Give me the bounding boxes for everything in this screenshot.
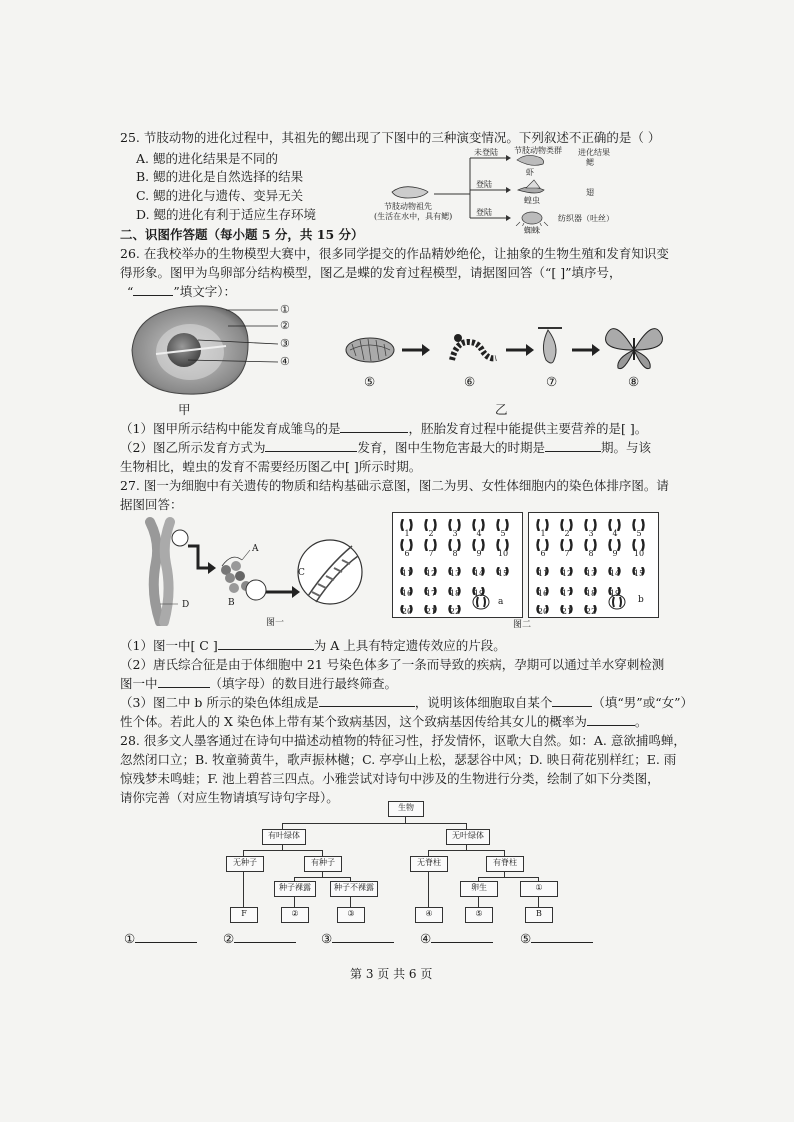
- chromosome-number: 15: [497, 569, 509, 578]
- chromosome-number: 21: [561, 607, 573, 616]
- tree-no-chloroplast: 无叶绿体: [446, 829, 490, 845]
- q25-ancestor: 节肢动物祖先: [384, 202, 432, 211]
- chromosome-pair: [496, 536, 505, 550]
- fill-blank[interactable]: [531, 929, 593, 943]
- tree-leaf-f: F: [230, 907, 258, 923]
- q26-stem-3: “ ”填文字）：: [127, 284, 237, 299]
- fill-blank[interactable]: [431, 929, 493, 943]
- tree-has-seed: 有种子: [304, 856, 342, 872]
- stage-label-6: ⑥: [464, 374, 476, 389]
- q27-sub-3: （3）图二中 b 所示的染色体组成是 ，说明该体细胞取自某个 （填“男”或“女”）: [120, 695, 693, 710]
- q26-sub-2-line-2: 生物相比，蝗虫的发育不需要经历图乙中[ ]所示时期。: [120, 459, 422, 474]
- q25-result-1: 鳃: [586, 158, 594, 167]
- chromosome-number: 7: [564, 549, 570, 558]
- fig1-label-a: A: [252, 544, 259, 554]
- development-stages: [340, 318, 670, 398]
- chromosome-number: 11: [401, 569, 413, 578]
- q25-result-header: 进化结果: [578, 148, 610, 157]
- fig1-label-c: C: [298, 568, 305, 578]
- fill-blank[interactable]: [158, 674, 210, 688]
- chromosome-pair: [584, 516, 593, 530]
- q27-sub-1: （1）图一中[ C ] 为 A 上具有特定遗传效应的片段。: [120, 638, 506, 653]
- chromosome-number: 9: [476, 549, 482, 558]
- section-2-heading: 二、识图作答题（每小题 5 分，共 15 分）: [120, 227, 364, 242]
- q25-result-2: 翅: [586, 188, 594, 197]
- fill-blank[interactable]: [234, 929, 296, 943]
- q28-stem-3: 惊残梦未鸣蛙；F. 池上碧苔三四点。小雅尝试对诗句中涉及的生物进行分类，绘制了如下分类图，: [120, 771, 660, 786]
- q28-answer-1: ①: [124, 929, 197, 948]
- q25-animal-1: 虾: [526, 168, 534, 177]
- q28-answer-4: ④: [420, 929, 493, 948]
- tree-blank-3[interactable]: ③: [337, 907, 365, 923]
- q27-sub-2-line-2: 图一中 （填字母）的数目进行最终筛查。: [120, 676, 398, 691]
- fill-blank[interactable]: [587, 712, 635, 726]
- q28-answer-5: ⑤: [520, 929, 593, 948]
- chromosome-pair: [472, 516, 481, 530]
- tree-blank-1[interactable]: ①: [520, 881, 558, 897]
- q26-stem-1: 26. 在我校举办的生物模型大赛中，很多同学提交的作品精妙绝伦，让抽象的生物生殖和发育知识变: [120, 246, 669, 261]
- chromosome-pair: [632, 536, 641, 550]
- chromosome-number: 9: [612, 549, 618, 558]
- chromosome-number: 17: [425, 589, 437, 598]
- q26-sub-2: （2）图乙所示发育方式为 发育，图中生物危害最大的时期是 期。与该: [120, 440, 651, 455]
- chromosome-number: 4: [612, 529, 618, 538]
- tree-no-seed: 无种子: [226, 856, 264, 872]
- chromosome-pair: [584, 536, 593, 550]
- chromosome-number: 18: [585, 589, 597, 598]
- tree-has-chloroplast: 有叶绿体: [262, 829, 306, 845]
- egg-label-2: ②: [280, 319, 290, 332]
- chromosome-pair: [560, 536, 569, 550]
- chromosome-pair: [424, 536, 433, 550]
- chromosome-number: 3: [588, 529, 594, 538]
- chromosome-number: 6: [404, 549, 410, 558]
- chromosome-pair: [448, 516, 457, 530]
- fig-jia-caption: 甲: [178, 402, 191, 417]
- fig1-label-b: B: [228, 598, 235, 608]
- fill-blank[interactable]: [340, 419, 408, 433]
- chromosome-number: 8: [452, 549, 458, 558]
- fill-blank[interactable]: [552, 693, 592, 707]
- page-footer: 第 3 页 共 6 页: [350, 967, 433, 981]
- fill-blank[interactable]: [545, 438, 601, 452]
- q27-stem-2: 据图回答：: [120, 497, 183, 512]
- dna-diagram: [130, 516, 380, 626]
- chromosome-pair: [496, 516, 505, 530]
- fill-blank[interactable]: [332, 929, 394, 943]
- q25-option-c: C. 鳃的进化与遗传、变异无关: [136, 188, 304, 203]
- butterfly-development-model: [340, 318, 670, 398]
- chromosome-number: 10: [633, 549, 645, 558]
- tree-blank-4[interactable]: ④: [415, 907, 443, 923]
- fig-yi-caption: 乙: [495, 402, 508, 417]
- tree-invertebrate: 无脊柱: [410, 856, 448, 872]
- q28-stem-4: 请你完善（对应生物请填写诗句字母）。: [120, 790, 339, 805]
- chromosome-pair: [424, 516, 433, 530]
- fig1-caption: 图一: [266, 618, 285, 628]
- fill-blank[interactable]: [319, 693, 415, 707]
- tree-blank-2[interactable]: ②: [281, 907, 309, 923]
- chromosome-number: 3: [452, 529, 458, 538]
- chromosome-pair: [560, 516, 569, 530]
- q25-option-a: A. 鳃的进化结果是不同的: [136, 151, 278, 166]
- karyo-a-sex-chromosomes: [472, 594, 492, 614]
- q27-sub-3-line-2: 性个体。若此人的 X 染色体上带有某个致病基因，这个致病基因传给其女儿的概率为 。: [120, 714, 648, 729]
- chromosome-pair: [536, 516, 545, 530]
- chromosome-number: 15: [633, 569, 645, 578]
- q25-branch-2: 登陆: [476, 180, 492, 189]
- q26-stem-2: 得形象。图甲为鸟卵部分结构模型，图乙是蝶的发育过程模型，请据图回答（“[ ]”填序号，: [120, 265, 622, 280]
- tree-blank-5[interactable]: ⑤: [465, 907, 493, 923]
- chromosome-pair: [608, 536, 617, 550]
- chromosome-pair: [536, 536, 545, 550]
- chromosome-number: 4: [476, 529, 482, 538]
- chromosome-number: 5: [500, 529, 506, 538]
- chromosome-number: 1: [540, 529, 546, 538]
- karyo-b-sex-chromosomes: [608, 594, 628, 614]
- chromosome-pair: [608, 516, 617, 530]
- q25-result-3: 纺织器（吐丝）: [558, 214, 614, 223]
- chromosome-number: 22: [449, 607, 461, 616]
- fill-blank[interactable]: [265, 438, 357, 452]
- karyotype-b-label: b: [638, 595, 644, 605]
- chromosome-number: 14: [609, 569, 621, 578]
- fill-blank[interactable]: [218, 636, 314, 650]
- chromosome-number: 18: [449, 589, 461, 598]
- fill-blank[interactable]: [133, 282, 173, 296]
- q27-sub-2: （2）唐氏综合征是由于体细胞中 21 号染色体多了一条而导致的疾病，孕期可以通过羊水穿刺检测: [120, 657, 665, 672]
- chromosome-number: 17: [561, 589, 573, 598]
- tree-covered-seed: 种子不裸露: [330, 881, 378, 897]
- chromosome-number: 11: [537, 569, 549, 578]
- q25-branch-1: 未登陆: [474, 148, 498, 157]
- chromosome-number: 20: [401, 607, 413, 616]
- q25-branch-3: 登陆: [476, 208, 492, 217]
- egg-label-1: ①: [280, 303, 290, 316]
- fig1-label-d: D: [182, 600, 190, 610]
- chromosome-pair: [448, 536, 457, 550]
- chromosome-number: 10: [497, 549, 509, 558]
- q25-top-label: 节肢动物类群: [514, 146, 562, 155]
- egg-label-3: ③: [280, 337, 290, 350]
- chromosome-pair: [400, 516, 409, 530]
- chromosome-number: 14: [473, 569, 485, 578]
- chromosome-number: 6: [540, 549, 546, 558]
- q25-option-d: D. 鳃的进化有利于适应生存环境: [136, 207, 317, 222]
- q28-answer-3: ③: [321, 929, 394, 948]
- chromosome-number: 13: [585, 569, 597, 578]
- stage-label-5: ⑤: [364, 374, 376, 389]
- q28-stem-1: 28. 很多文人墨客通过在诗句中描述动植物的特征习性，抒发情怀，讴歌大自然。如：A. 意欲捕鸣蝉，: [120, 733, 686, 748]
- q25-evolution-figure: [374, 146, 630, 235]
- tree-leaf-b: B: [525, 907, 553, 923]
- q25-animal-3: 蜘蛛: [524, 226, 540, 235]
- q25-animal-2: 蝗虫: [524, 196, 540, 205]
- tree-root: 生物: [388, 801, 424, 817]
- q25-stem: 25. 节肢动物的进化过程中，其祖先的鳃出现了下图中的三种演变情况。下列叙述不正确的是（ ）: [120, 130, 661, 145]
- stage-label-8: ⑧: [628, 374, 640, 389]
- q26-sub-1: （1）图甲所示结构中能发育成雏鸟的是 ，胚胎发育过程中能提供主要营养的是[ ]。: [120, 421, 648, 436]
- chromosome-number: 12: [561, 569, 573, 578]
- chromosome-number: 16: [401, 589, 413, 598]
- chromosome-number: 20: [537, 607, 549, 616]
- egg-drawing: [126, 300, 306, 400]
- chromosome-number: 2: [564, 529, 570, 538]
- chromosome-number: 22: [585, 607, 597, 616]
- chromosome-number: 8: [588, 549, 594, 558]
- tree-vertebrate: 有脊柱: [486, 856, 524, 872]
- chromosome-number: 2: [428, 529, 434, 538]
- karyotype-a-label: a: [498, 597, 504, 607]
- chromosome-number: 19: [473, 589, 485, 598]
- chromosome-number: 1: [404, 529, 410, 538]
- q27-stem-1: 27. 图一为细胞中有关遗传的物质和结构基础示意图，图二为男、女性体细胞内的染色体排序图。请: [120, 478, 669, 493]
- chromosome-number: 7: [428, 549, 434, 558]
- chromosome-pair: [472, 536, 481, 550]
- fill-blank[interactable]: [135, 929, 197, 943]
- chromosome-number: 16: [537, 589, 549, 598]
- chromosome-number: 12: [425, 569, 437, 578]
- stage-label-7: ⑦: [546, 374, 558, 389]
- q25-option-b: B. 鳃的进化是自然选择的结果: [136, 169, 304, 184]
- chromosome-number: 5: [636, 529, 642, 538]
- q28-answer-2: ②: [223, 929, 296, 948]
- figure-1-dna-structure: [130, 516, 380, 626]
- chromosome-number: 19: [609, 589, 621, 598]
- bird-egg-model: [126, 300, 306, 400]
- chromosome-number: 13: [449, 569, 461, 578]
- chromosome-pair: [400, 536, 409, 550]
- chromosome-pair: [632, 516, 641, 530]
- tree-oviparous: 卵生: [460, 881, 498, 897]
- tree-naked-seed: 种子裸露: [274, 881, 316, 897]
- q28-stem-2: 忽然闭口立；B. 牧童骑黄牛，歌声振林樾；C. 亭亭山上松，瑟瑟谷中风；D. 映日荷花别样红；E. 雨: [120, 752, 677, 767]
- fig2-caption: 图二: [513, 620, 532, 630]
- chromosome-number: 21: [425, 607, 437, 616]
- q25-ancestor-note: (生活在水中，具有鳃): [374, 212, 453, 221]
- egg-label-4: ④: [280, 355, 290, 368]
